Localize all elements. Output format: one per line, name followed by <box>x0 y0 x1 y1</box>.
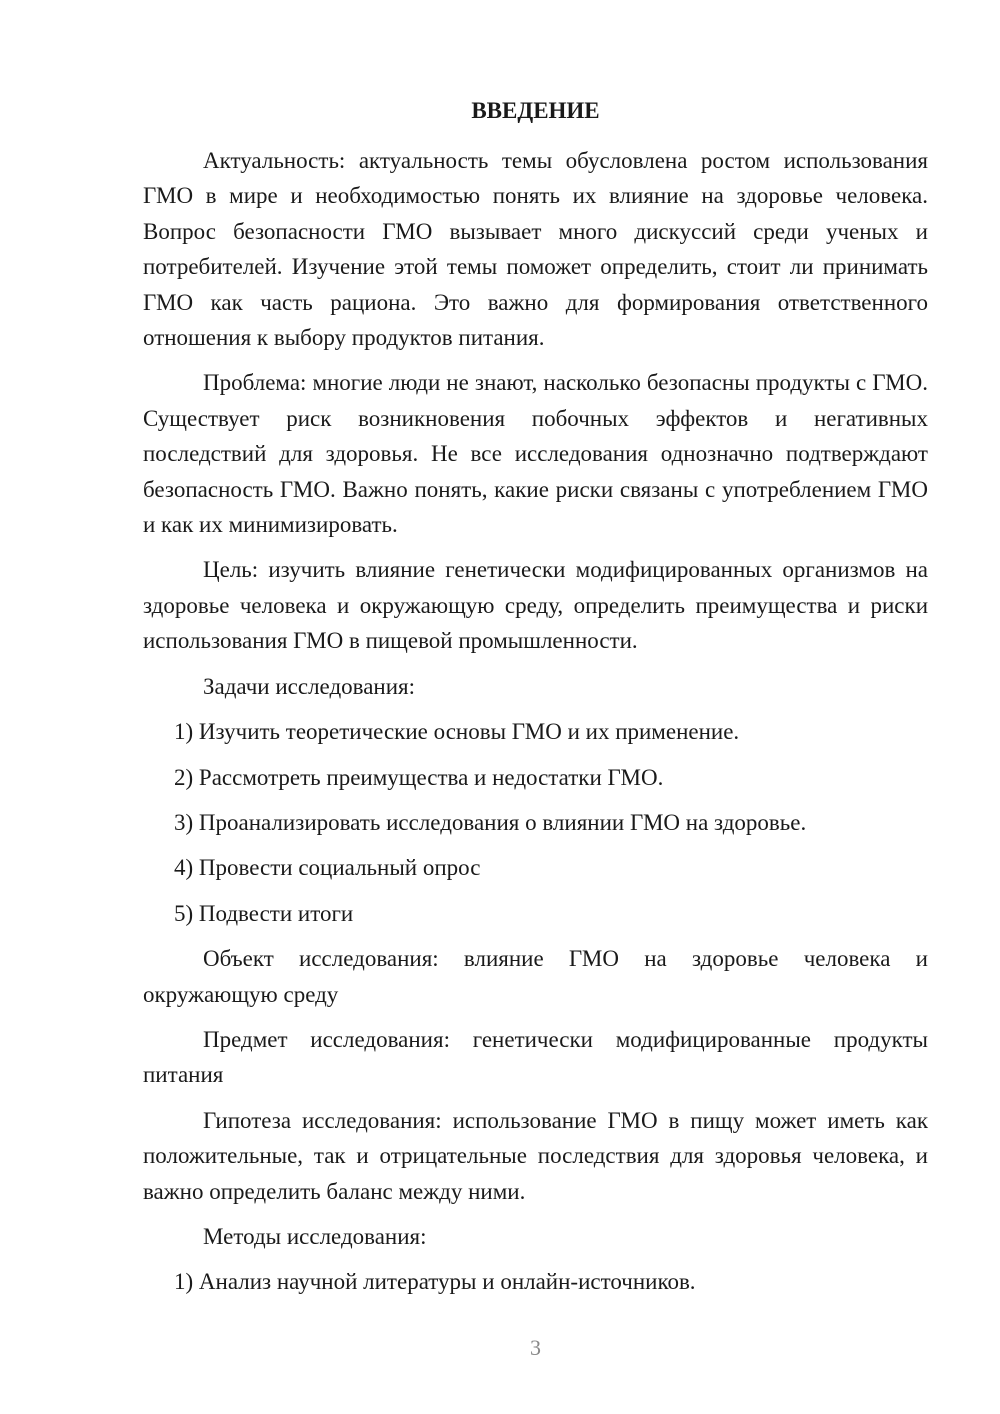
document-body <box>143 143 928 1310</box>
task-item: 3) Проанализировать исследования о влиянии ГМО на здоровье. <box>174 809 807 835</box>
task-item: 4) Провести социальный опрос <box>174 855 481 881</box>
relevance-paragraph: Актуальность: актуальность темы обусловлена ростом использования ГМО в мире и необходимостью понять их влияние на здоровье человека. Вопрос безопасности ГМО вызывает много дискуссий среди ученых и потребителей. Изучение этой темы поможет определить, стоит ли принимать ГМО как часть рациона. Это важно для формирования ответственного отношения к выбору продуктов питания. <box>143 148 928 351</box>
hypothesis-paragraph: Гипотеза исследования: использование ГМО в пищу может иметь как положительные, так и отрицательные последствия для здоровья человека, и важно определить баланс между ними. <box>143 1107 928 1204</box>
method-item: 1) Анализ научной литературы и онлайн-источников. <box>174 1269 696 1295</box>
problem-paragraph: Проблема: многие люди не знают, насколько безопасны продукты с ГМО. Существует риск возникновения побочных эффектов и негативных последствий для здоровья. Не все исследования однозначно подтверждают безопасность ГМО. Важно понять, какие риски связаны с употреблением ГМО и как их минимизировать. <box>143 370 928 538</box>
section-heading: ВВЕДЕНИЕ <box>471 98 600 123</box>
page-number: 3 <box>530 1335 541 1360</box>
object-paragraph: Объект исследования: влияние ГМО на здоровье человека и окружающую среду <box>143 946 928 1007</box>
task-item: 5) Подвести итоги <box>174 900 354 926</box>
task-item: 2) Рассмотреть преимущества и недостатки ГМО. <box>174 764 664 790</box>
subject-paragraph: Предмет исследования: генетически модифицированные продукты питания <box>143 1026 928 1088</box>
task-item: 1) Изучить теоретические основы ГМО и их применение. <box>174 719 740 745</box>
goal-paragraph: Цель: изучить влияние генетически модифицированных организмов на здоровье человека и окружающую среду, определить преимущества и риски использования ГМО в пищевой промышленности. <box>143 557 928 654</box>
tasks-label: Задачи исследования: <box>203 673 416 699</box>
methods-label: Методы исследования: <box>203 1223 427 1249</box>
